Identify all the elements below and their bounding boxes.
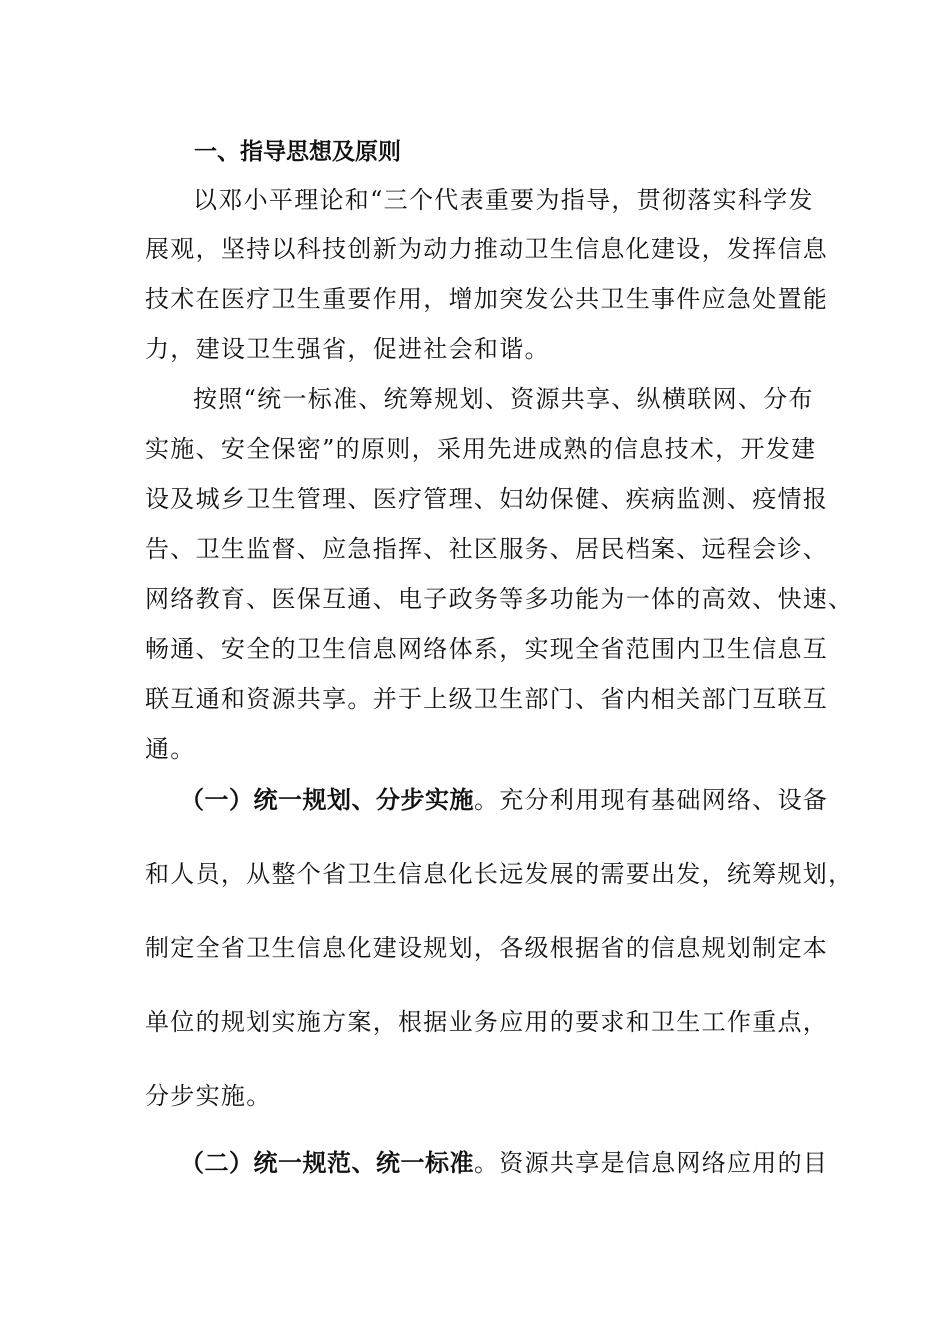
paragraph-2-line-8: 通。 bbox=[145, 735, 196, 763]
item-1-first-line bbox=[180, 782, 828, 818]
paragraph-2-line-1: 按照“统一标准、统筹规划、资源共享、纵横联网、分布 bbox=[193, 385, 814, 413]
paragraph-1-line-4: 力，建设卫生强省，促进社会和谐。 bbox=[145, 335, 550, 363]
item-1-line-3: 制定全省卫生信息化建设规划，各级根据省的信息规划制定本 bbox=[145, 934, 829, 962]
paragraph-1-line-2: 展观，坚持以科技创新为动力推动卫生信息化建设，发挥信息 bbox=[145, 235, 829, 263]
item-1-line-4: 单位的规划实施方案，根据业务应用的要求和卫生工作重点， bbox=[145, 1008, 829, 1036]
item-1-title: （一）统一规划、分步实施 bbox=[180, 786, 474, 814]
item-2-line-1: 。资源共享是信息网络应用的目 bbox=[474, 1149, 829, 1177]
paragraph-2-line-2: 实施、安全保密”的原则，采用先进成熟的信息技术，开发建 bbox=[145, 435, 817, 463]
paragraph-2-line-6: 畅通、安全的卫生信息网络体系，实现全省范围内卫生信息互 bbox=[145, 635, 829, 663]
paragraph-2-line-3: 设及城乡卫生管理、医疗管理、妇幼保健、疾病监测、疫情报 bbox=[145, 485, 829, 513]
item-2-first-line bbox=[180, 1145, 828, 1181]
item-2-title: （二）统一规范、统一标准 bbox=[180, 1149, 474, 1177]
paragraph-2-line-4: 告、卫生监督、应急指挥、社区服务、居民档案、远程会诊、 bbox=[145, 535, 829, 563]
section-heading: 一、指导思想及原则 bbox=[194, 139, 401, 165]
item-1-line-1: 。充分利用现有基础网络、设备 bbox=[474, 786, 829, 814]
item-1-line-2: 和人员，从整个省卫生信息化长远发展的需要出发，统筹规划， bbox=[145, 860, 854, 888]
paragraph-2-line-7: 联互通和资源共享。并于上级卫生部门、省内相关部门互联互 bbox=[145, 685, 829, 713]
paragraph-1-line-1: 以邓小平理论和“三个代表重要为指导，贯彻落实科学发 bbox=[193, 186, 814, 214]
item-1-line-5: 分步实施。 bbox=[145, 1082, 272, 1110]
paragraph-1-line-3: 技术在医疗卫生重要作用，增加突发公共卫生事件应急处置能 bbox=[145, 285, 829, 313]
paragraph-2-line-5: 网络教育、医保互通、电子政务等多功能为一体的高效、快速、 bbox=[145, 585, 854, 613]
